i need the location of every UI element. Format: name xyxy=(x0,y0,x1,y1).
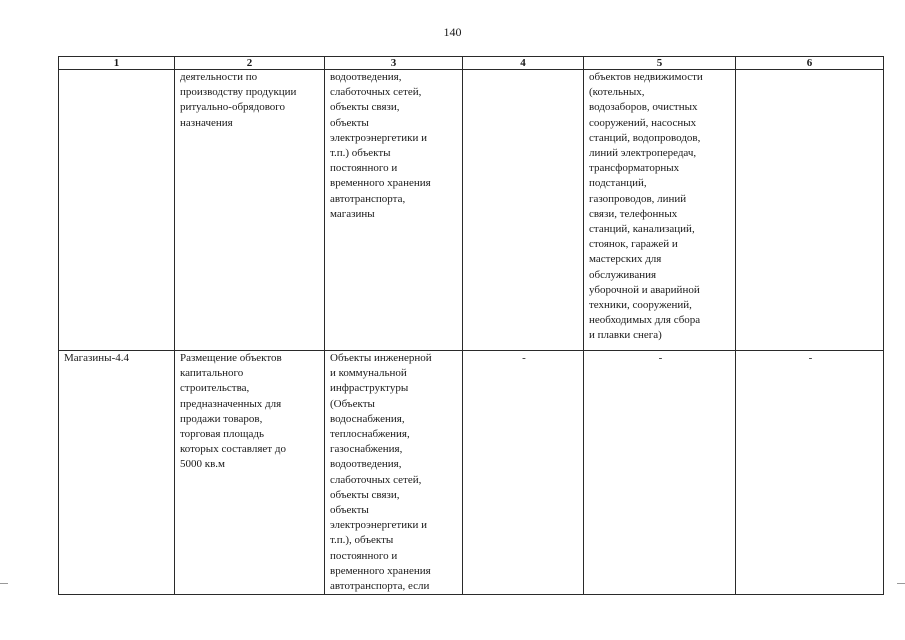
header-row xyxy=(59,57,884,70)
regulation-table xyxy=(58,56,884,595)
column-header-4: 4 xyxy=(463,57,584,70)
column-header-5: 5 xyxy=(584,57,736,70)
cell-use-type xyxy=(59,70,175,351)
column-header-3: 3 xyxy=(325,57,463,70)
cell-auxiliary-uses: водоотведения, слаботочных сетей, объекты связи, объекты электроэнергетики и т.п.) объекты постоянного и временного хранения автотранспорта, магазины xyxy=(325,70,463,351)
scan-edge-mark-left xyxy=(0,583,8,584)
table-row xyxy=(59,351,884,595)
cell-column-4 xyxy=(463,70,584,351)
cell-column-6: - xyxy=(736,351,884,595)
cell-column-5: объектов недвижимости (котельных, водозаборов, очистных сооружений, насосных станций, водопроводов, линий электропередач, трансформаторных подстанций, газопроводов, линий связи, телефонных станций, канализаций, стоянок, гаражей и мастерских для обслуживания уборочной и аварийной техники, сооружений, необходимых для сбора и плавки снега) xyxy=(584,70,736,351)
scan-edge-mark-right xyxy=(897,583,905,584)
cell-column-6 xyxy=(736,70,884,351)
table-row xyxy=(59,70,884,351)
cell-description: деятельности по производству продукции ритуально-обрядового назначения xyxy=(175,70,325,351)
column-header-2: 2 xyxy=(175,57,325,70)
cell-description: Размещение объектов капитального строительства, предназначенных для продажи товаров, торговая площадь которых составляет до 5000 кв.м xyxy=(175,351,325,595)
column-header-6: 6 xyxy=(736,57,884,70)
cell-column-4: - xyxy=(463,351,584,595)
cell-auxiliary-uses: Объекты инженерной и коммунальной инфраструктуры (Объекты водоснабжения, теплоснабжения, газоснабжения, водоотведения, слаботочных сетей, объекты связи, объекты электроэнергетики и т.п.), объекты постоянного и временного хранения автотранспорта, если xyxy=(325,351,463,595)
cell-column-5: - xyxy=(584,351,736,595)
cell-use-type: Магазины-4.4 xyxy=(59,351,175,595)
page-number: 140 xyxy=(443,25,462,39)
column-header-1: 1 xyxy=(59,57,175,70)
